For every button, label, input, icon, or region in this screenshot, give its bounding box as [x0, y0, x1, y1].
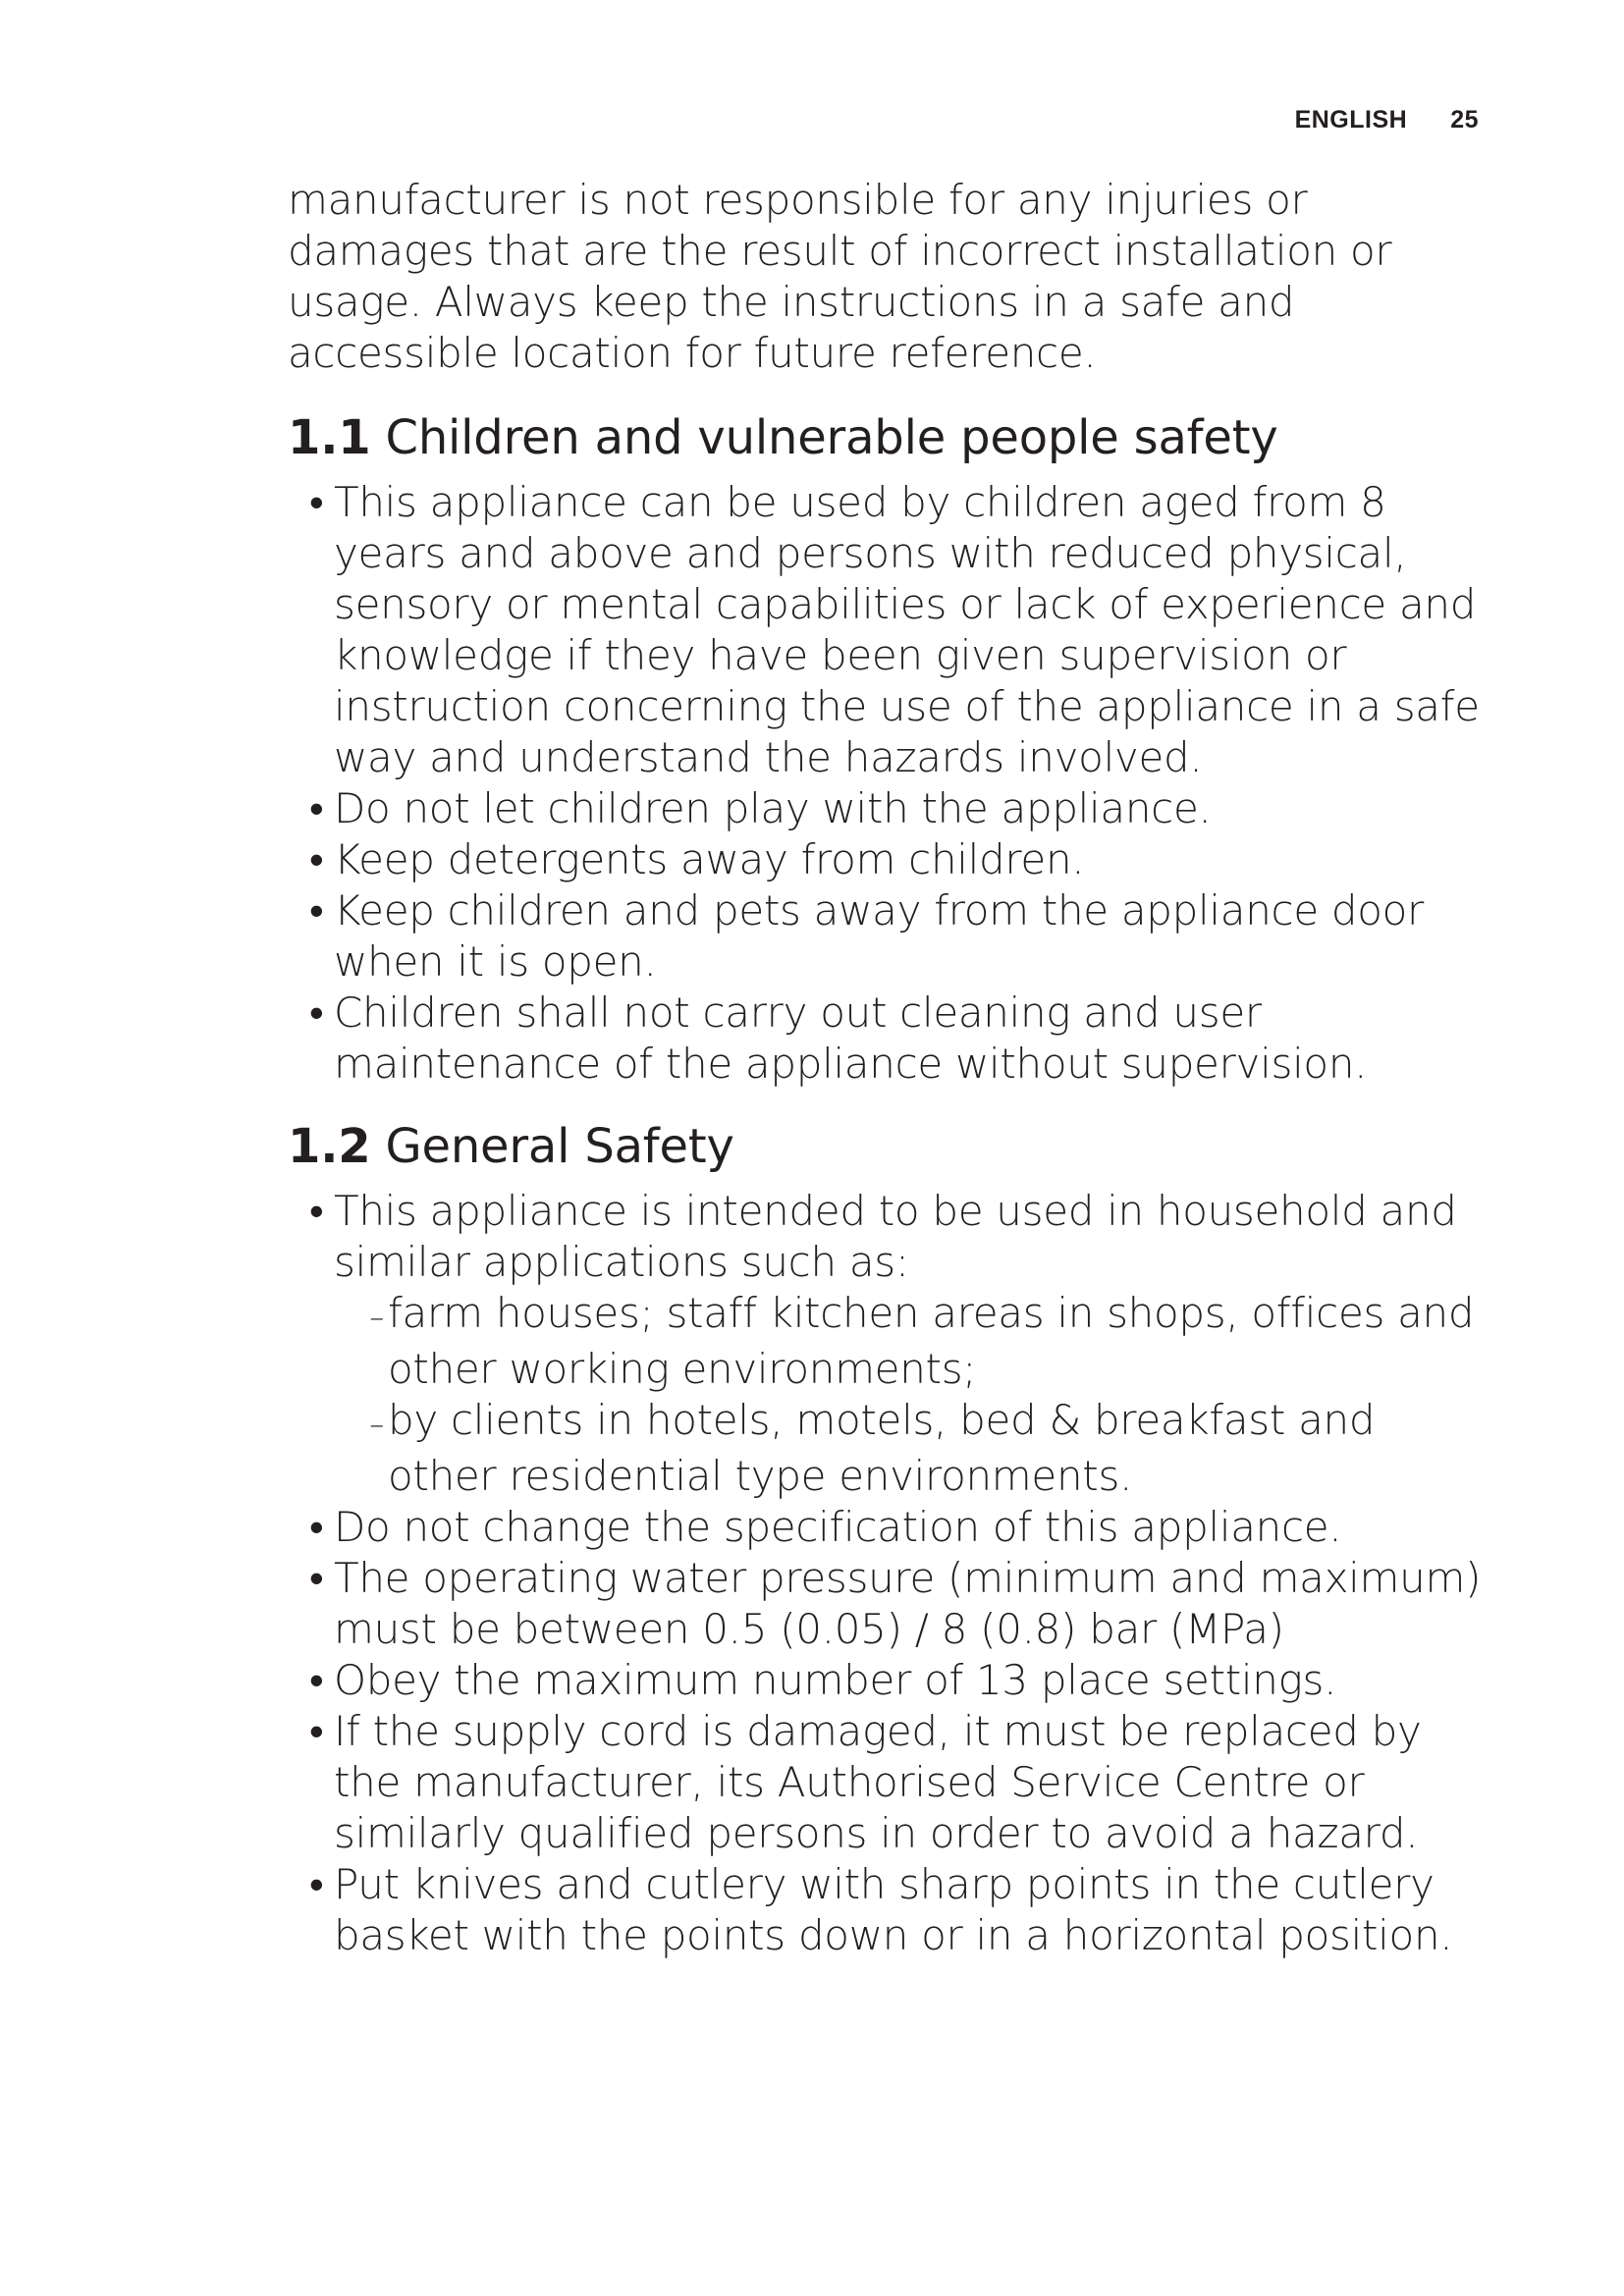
bullet-icon: •	[309, 1187, 324, 1235]
children-safety-list	[288, 477, 1495, 1090]
list-item: • Do not let children play with the appliance.	[309, 784, 1212, 832]
list-item: • Keep children and pets away from the appliance door when it is open.	[309, 886, 1425, 986]
bullet-icon: •	[309, 1554, 324, 1602]
list-item: • This appliance can be used by children aged from 8 years and above and persons with reduced physical, sensory or mental capabilities or lack of experience and knowledge if they have been given supervision or instruction concerning the use of the appliance in a safe way and understand the hazards involved.	[309, 478, 1480, 781]
bullet-icon: •	[309, 1707, 324, 1755]
dash-icon: –	[369, 1408, 384, 1442]
section-number: 1.1	[288, 410, 371, 465]
section-title: General Safety	[385, 1119, 734, 1174]
list-item: • This appliance is intended to be used in household and similar applications such as: –farm houses; staff kitchen areas in shops, offices and other working environments; –by clients in hotels, motels, bed & breakfast and other residential type environments.	[288, 1186, 1495, 1502]
section-title: Children and vulnerable people safety	[385, 410, 1278, 465]
sub-list-item: –farm houses; staff kitchen areas in shops, offices and other working environments;	[334, 1288, 1495, 1395]
sub-list-item: –by clients in hotels, motels, bed & breakfast and other residential type environments.	[334, 1395, 1495, 1502]
list-item: • Keep detergents away from children.	[309, 835, 1085, 883]
list-item: • Put knives and cutlery with sharp points in the cutlery basket with the points down or in a horizontal position.	[309, 1860, 1453, 1959]
bullet-icon: •	[309, 1503, 324, 1551]
section-number: 1.2	[288, 1119, 371, 1174]
page-content	[288, 175, 1495, 1961]
sub-list	[334, 1288, 1495, 1502]
general-safety-list	[288, 1186, 1495, 1961]
bullet-icon: •	[309, 1656, 324, 1704]
list-item: • Do not change the specification of this appliance.	[309, 1503, 1342, 1551]
intro-paragraph: manufacturer is not responsible for any injuries or damages that are the result of incorrect installation or usage. Always keep the instructions in a safe and accessible location for future reference.	[288, 176, 1392, 377]
list-item: • The operating water pressure (minimum and maximum) must be between 0.5 (0.05) / 8 (0.8) bar (MPa)	[309, 1554, 1482, 1653]
language-label: ENGLISH	[1294, 106, 1408, 133]
bullet-icon: •	[309, 478, 324, 526]
page-number: 25	[1450, 106, 1479, 133]
page-header	[1295, 106, 1479, 134]
bullet-icon: •	[309, 988, 324, 1037]
bullet-icon: •	[309, 886, 324, 934]
dash-icon: –	[369, 1301, 384, 1335]
bullet-icon: •	[309, 784, 324, 832]
section-heading-1-1	[288, 408, 1495, 467]
section-heading-1-2	[288, 1117, 1495, 1176]
list-item: • If the supply cord is damaged, it must be replaced by the manufacturer, its Authorised Service Centre or similarly qualified persons in order to avoid a hazard.	[309, 1707, 1422, 1857]
list-item: • Obey the maximum number of 13 place settings.	[309, 1656, 1337, 1704]
list-item: • Children shall not carry out cleaning and user maintenance of the appliance without supervision.	[309, 988, 1368, 1088]
bullet-icon: •	[309, 835, 324, 883]
bullet-icon: •	[309, 1860, 324, 1908]
